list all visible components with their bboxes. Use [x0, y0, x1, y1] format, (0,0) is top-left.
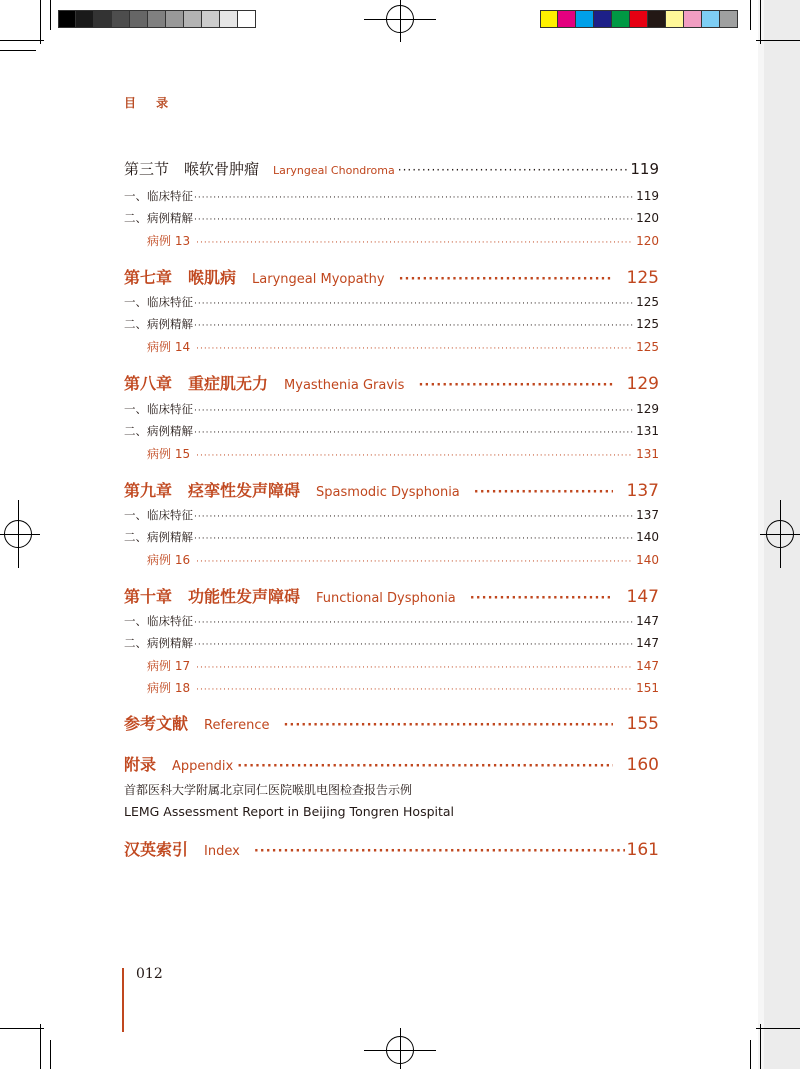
leader-dots [194, 299, 635, 309]
leader-dots [283, 718, 612, 733]
toc-case-row[interactable] [147, 679, 659, 696]
page-number: 012 [136, 966, 163, 982]
page-ref: 119 [630, 160, 659, 178]
toc-case-row[interactable] [147, 551, 659, 568]
leader-dots [470, 591, 613, 606]
gray-color-bar [58, 10, 256, 28]
color-swatch [94, 10, 112, 28]
toc-chapter-row[interactable] [124, 371, 659, 394]
item-label: 二、病例精解 [124, 211, 193, 225]
color-swatch [648, 10, 666, 28]
color-swatch [202, 10, 220, 28]
case-label: 病例 16 [147, 553, 191, 567]
page-ref: 147 [626, 587, 659, 607]
appendix-description-en: LEMG Assessment Report in Beijing Tongren Hospital [124, 804, 455, 819]
chapter-number: 第九章 [124, 481, 173, 500]
case-label: 病例 15 [147, 447, 191, 461]
chapter-title: 功能性发声障碍 [188, 587, 301, 606]
page-ref: 120 [636, 234, 659, 248]
color-swatch [130, 10, 148, 28]
toc-item-row[interactable] [124, 529, 659, 545]
leader-dots [194, 640, 635, 650]
case-label: 病例 17 [147, 659, 191, 673]
page-ref: 125 [636, 317, 659, 331]
item-label: 二、病例精解 [124, 317, 193, 331]
toc-appendix-row[interactable] [124, 752, 659, 775]
crop-mark [750, 0, 751, 30]
page-ref: 131 [636, 447, 659, 461]
toc-chapter-row[interactable] [124, 584, 659, 607]
color-swatch [558, 10, 576, 28]
case-label: 病例 13 [147, 234, 191, 248]
leader-dots [237, 759, 612, 774]
toc-case-row[interactable] [147, 445, 659, 462]
color-swatch [58, 10, 76, 28]
toc-item-row[interactable] [124, 423, 659, 439]
page-ref: 119 [636, 189, 659, 203]
toc-item-row[interactable] [124, 635, 659, 651]
leader-dots [194, 215, 635, 225]
index-title: 汉英索引 [124, 840, 189, 859]
leader-dots [254, 844, 625, 859]
page-ref: 137 [626, 481, 659, 501]
leader-dots [474, 485, 613, 500]
page-ref: 140 [636, 530, 659, 544]
chapter-english-title: Myasthenia Gravis [284, 378, 405, 393]
leader-dots [196, 451, 632, 461]
page-ref: 137 [636, 508, 659, 522]
leader-dots [398, 163, 628, 177]
appendix-english-title: Appendix [172, 759, 234, 774]
item-label: 二、病例精解 [124, 636, 193, 650]
toc-case-row[interactable] [147, 232, 659, 249]
page-ref: 147 [636, 614, 659, 628]
crop-mark [760, 0, 761, 44]
section-english-title: Laryngeal Chondroma [273, 164, 395, 177]
page-ref: 125 [636, 295, 659, 309]
toc-references-row[interactable] [124, 711, 659, 734]
toc-item-row[interactable] [124, 316, 659, 332]
leader-dots [194, 534, 635, 544]
leader-dots [194, 193, 635, 203]
toc-item-row[interactable] [124, 613, 659, 629]
leader-dots [194, 618, 635, 628]
color-swatch [594, 10, 612, 28]
leader-dots [194, 406, 635, 416]
chapter-title: 喉肌病 [188, 268, 237, 287]
page-ref: 160 [626, 755, 659, 775]
section-title: 第三节 喉软骨肿瘤 [124, 160, 260, 178]
chapter-number: 第七章 [124, 268, 173, 287]
case-label: 病例 18 [147, 681, 191, 695]
appendix-description-cn: 首都医科大学附属北京同仁医院喉肌电图检查报告示例 [124, 783, 413, 797]
item-label: 一、临床特征 [124, 189, 193, 203]
color-swatch [666, 10, 684, 28]
color-swatch [112, 10, 130, 28]
leader-dots [418, 378, 612, 393]
page-ref: 125 [626, 268, 659, 288]
references-title: 参考文献 [124, 714, 189, 733]
toc-item-row[interactable] [124, 294, 659, 310]
chapter-number: 第十章 [124, 587, 173, 606]
color-swatch [220, 10, 238, 28]
page-ref: 147 [636, 636, 659, 650]
color-swatch [630, 10, 648, 28]
page-ref: 155 [626, 714, 659, 734]
crop-mark [50, 0, 51, 30]
item-label: 一、临床特征 [124, 508, 193, 522]
color-swatch [148, 10, 166, 28]
crop-mark [756, 40, 800, 41]
page-ref: 129 [626, 374, 659, 394]
toc-case-row[interactable] [147, 338, 659, 355]
leader-dots [399, 272, 613, 287]
color-swatch [76, 10, 94, 28]
toc-index-row[interactable] [124, 837, 659, 860]
chapter-english-title: Spasmodic Dysphonia [316, 485, 460, 500]
chapter-english-title: Functional Dysphonia [316, 591, 456, 606]
item-label: 二、病例精解 [124, 530, 193, 544]
color-swatch [540, 10, 558, 28]
leader-dots [196, 685, 632, 695]
page-ref: 131 [636, 424, 659, 438]
page-ref: 147 [636, 659, 659, 673]
page-ref: 129 [636, 402, 659, 416]
crop-mark [40, 1024, 41, 1069]
crop-mark [756, 1028, 800, 1029]
item-label: 一、临床特征 [124, 614, 193, 628]
index-english-title: Index [204, 844, 240, 859]
color-swatch [238, 10, 256, 28]
page-ref: 120 [636, 211, 659, 225]
toc-chapter-row[interactable] [124, 478, 659, 501]
crop-mark [0, 40, 44, 41]
chapter-title: 重症肌无力 [188, 374, 269, 393]
page-header: 目 录 [124, 96, 177, 110]
leader-dots [196, 557, 632, 567]
crop-mark [0, 50, 36, 51]
page-ref: 161 [626, 840, 659, 860]
leader-dots [194, 428, 635, 438]
page-ref: 151 [636, 681, 659, 695]
leader-dots [196, 344, 632, 354]
color-swatch [684, 10, 702, 28]
toc-item-row[interactable] [124, 188, 659, 204]
toc-section-row[interactable] [124, 158, 659, 179]
appendix-title: 附录 [124, 755, 157, 774]
crop-mark [0, 1028, 44, 1029]
crop-mark [50, 1040, 51, 1069]
item-label: 一、临床特征 [124, 295, 193, 309]
case-label: 病例 14 [147, 340, 191, 354]
chapter-title: 痉挛性发声障碍 [188, 481, 301, 500]
toc-item-row[interactable] [124, 210, 659, 226]
color-swatch [184, 10, 202, 28]
leader-dots [194, 512, 635, 522]
color-swatch [720, 10, 738, 28]
color-swatch [576, 10, 594, 28]
item-label: 二、病例精解 [124, 424, 193, 438]
toc-case-row[interactable] [147, 657, 659, 674]
page-ref: 125 [636, 340, 659, 354]
toc-item-row[interactable] [124, 507, 659, 523]
chapter-number: 第八章 [124, 374, 173, 393]
page-number-bar [122, 968, 124, 1032]
color-swatch [612, 10, 630, 28]
toc-chapter-row[interactable] [124, 265, 659, 288]
toc-item-row[interactable] [124, 401, 659, 417]
leader-dots [196, 663, 632, 673]
color-swatch [166, 10, 184, 28]
chapter-english-title: Laryngeal Myopathy [252, 272, 385, 287]
leader-dots [194, 321, 635, 331]
page-ref: 140 [636, 553, 659, 567]
references-english-title: Reference [204, 718, 270, 733]
item-label: 一、临床特征 [124, 402, 193, 416]
crop-mark [40, 0, 41, 44]
leader-dots [196, 238, 632, 248]
color-bar [540, 10, 738, 28]
crop-mark [760, 1024, 761, 1069]
crop-mark [750, 1040, 751, 1069]
color-swatch [702, 10, 720, 28]
